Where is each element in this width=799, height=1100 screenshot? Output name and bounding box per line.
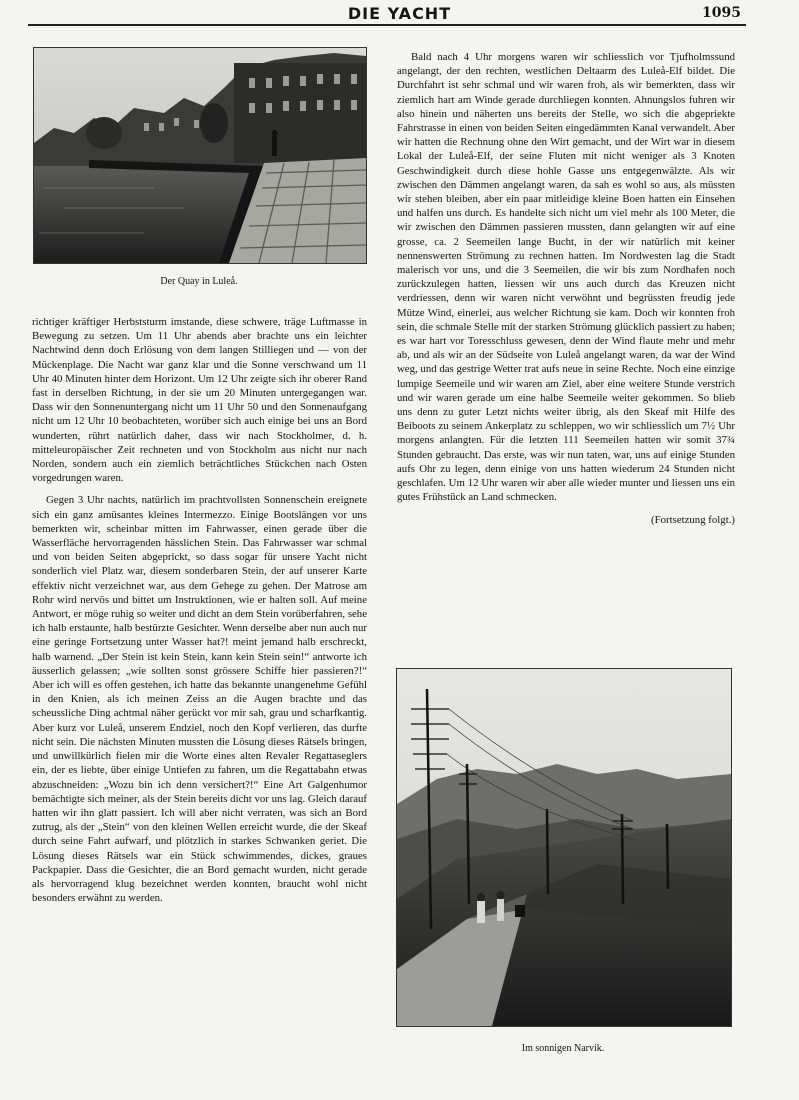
continuation-note: (Fortsetzung folgt.) [651, 513, 735, 526]
left-paragraph-2: Gegen 3 Uhr nachts, natürlich im prachtvollsten Sonnenschein ereignete sich ein ganz amüsantes kleines Intermezzo. Einige Bootslängen vor uns bemerkten wir, scheinbar mitten im Fahrwasser, einen gerade über die Wasserfläche hervorragenden hässlichen Stein. Das Fahrwasser war schmal und von beiden Seiten abgeprickt, so dass sogar für unsere Yacht nicht sonderlich viel Platz war, diesem sonderbaren Stein, der auf unserer Karte effektiv nicht verzeichnet war, aus dem Gehege zu gehen. Der Matrose am Rohr wird nervös und bittet um Instruktionen, wie er halten soll. Auf meine Antwort, er möge ruhig so weiter und dicht an dem Stein vorüberfahren, sehe ich halb erstaunte, halb bestürzte Gesichter. Wenn derselbe aber nun auch nur eine geringe Fortsetzung unter Wasser hat?! meint jemand halb erschreckt, halb warnend. „Der Stein ist kein Stein, kann kein Stein sein!“ antworte ich äusserlich gelassen; „wie sollten sonst grössere Schiffe hier passieren?!“ Aber ich will es offen gestehen, ich hatte das bekannte unangenehme Gefühl in den Knien, als ich meinen Zeiss an die Augen brachte und das scheussliche Ding achtmal näher gerückt vor mir sah, grau und scharfkantig. Aber kurz vor Luleå, unserem Endziel, noch den Kopf verlieren, das durfte nicht sein. Die nächsten Minuten mussten die Lösung dieses Rätsels bringen, und unwillkürlich fielen mir die Worte eines alten Revaler Regattaseglers ein, der es liebte, über einige Untiefen zu fahren, um die Regattabahn etwas abzuschneiden: „Wozu bin ich denn versichert?!“ Eine Art Galgenhumor bemächtigte sich meiner, als der Stein bereits dicht vor uns lag. Gleich darauf hatten wir ihn glatt passiert. Ich will aber nicht verraten, was sich an Bord zutrug, als der „Stein“ von den kleinen Wellen erreicht wurde, die der Skeaf durch seine Fahrt aufwarf, und plötzlich in starkes Schwanken geriet. Die Lösung dieses Rätsels war ein Stück schwimmendes, dickes, graues Packpapier. Dass die Gesichter, die an Bord gemacht wurden, nicht gerade als hervorragend klug bezeichnet werden konnten, braucht wohl nicht besonders erwähnt zu werden. [32, 494, 367, 905]
page-number: 1095 [702, 5, 741, 21]
left-paragraph-1: richtiger kräftiger Herbststurm imstande, diese schwere, träge Luftmasse in Bewegung zu setzen. Um 11 Uhr abends aber brachte uns ein leichter Nachtwind denn doch Erlösung von dem langen Stilliegen und — von der Mückenplage. Die Nacht war ganz klar und die Sonne verschwand um 11 Uhr 40 Minuten hinter dem Horizont. Um 12 Uhr zeigte sich ihr oberer Rand fast in derselben Richtung, in der sie um 20 Minuten untergegangen war. Dass wir den Sonnenuntergang nicht um 11 Uhr 50 und den Sonnenaufgang nicht um 12 Uhr 10 beobachteten, worüber sich auch einige bei uns an Bord wunderten, rührt natürlich daher, dass wir nach Stockholmer, d. h. mitteleuropäischer Zeit rechneten und von Stockholm aus nicht nur nach Norden, sondern auch ein ziemlich beträchtliches Stückchen nach Osten vorgedrungen waren. [32, 316, 367, 485]
quay-photo-caption: Der Quay in Luleå. [160, 276, 238, 287]
header-rule [28, 24, 746, 26]
journal-title: DIE YACHT [347, 4, 452, 23]
left-column [32, 315, 367, 905]
narvik-photo-caption: Im sonnigen Narvik. [521, 1043, 605, 1054]
right-paragraph-1: Bald nach 4 Uhr morgens waren wir schliesslich vor Tjufholmssund angelangt, der den rechten, westlichen Deltaarm des Luleå-Elf bildet. Die Durchfahrt ist sehr schmal und wir waren froh, als wir bemerkten, dass wir ziemlich hart am Winde gerade durchliegen konnten. Ahnungslos fuhren wir also hinein und näherten uns bereits der Stelle, wo sich die abgepriekte Fahrstrasse in einen von beiden Seiten eingedämmten Kanal verwandelt. Aber wir hatten die Rechnung ohne den Wirt gemacht, und der Wirt war in diesem Lokal der Luleå-Elf, der seine Fluten mit nicht weniger als 3 Knoten Geschwindigkeit durch diese hohle Gasse uns entgegenwälzte. Als wir zwischen den Dämmen angelangt waren, da sah es wohl so aus, als müssten wir stehen bleiben, aber ein paar mitleidige kleine Boen hatten ein Einsehen und halfen uns durch. Es handelte sich nicht um viel mehr als 100 Meter, die wir zwischen den Dämmen passieren mussten, dann gelangten wir auf eine grosse, ca. 2 Seemeilen lange Bucht, in der wir natürlich mit keiner nennenswerten Strömung zu rechnen hatten. Im Nordwesten lag die Stadt malerisch vor uns, und die 3 Seemeilen, die wir bis zum Nordhafen noch zurückzulegen hatten, liessen wir uns auch durch das Kreuzen nicht verdriessen, denn wir waren nicht verwöhnt und begrüssten freudig jede Mütze Wind, einerlei, aus welcher Richtung sie kam. Doch wir konnten froh sein, die schmale Stelle mit der starken Strömung glücklich passiert zu haben; es war hart vor Toresschluss gewesen, denn der Wind flaute mehr und mehr ab, und als wir an der Südseite von Luleå angelangt waren, da war der Wind weg, und das gestrige Wetter trat aufs neue in seine Rechte. Noch eine einzige lumpige Seemeile und wir waren am Ziel, aber eine weitere Stunde verstrich und wir waren gerade um eine halbe Seemeile weiter gekommen. So blieb uns denn zu guter Letzt nichts weiter übrig, als den Skeaf mit Hilfe des Beiboots zu seinem Ankerplatz zu schleppen, wo wir schliesslich um 7½ Uhr morgens anlangten. Für die letzten 111 Seemeilen hatten wir somit 37¾ Stunden gebraucht. Das erste, was wir nun taten, war, uns auf einige Stunden aufs Ohr zu legen, denn einige von uns hatten wiederum 24 Stunden nicht geschlafen. Um 12 Uhr waren wir aber alle wieder munter und liessen uns ein gutes Frühstück an Land schmecken. [397, 51, 735, 504]
page-header [0, 4, 799, 26]
quay-photo-image [34, 48, 366, 263]
quay-photo [33, 47, 367, 264]
narvik-photo-image [397, 669, 731, 1026]
right-column [397, 50, 735, 527]
narvik-photo [396, 668, 732, 1027]
